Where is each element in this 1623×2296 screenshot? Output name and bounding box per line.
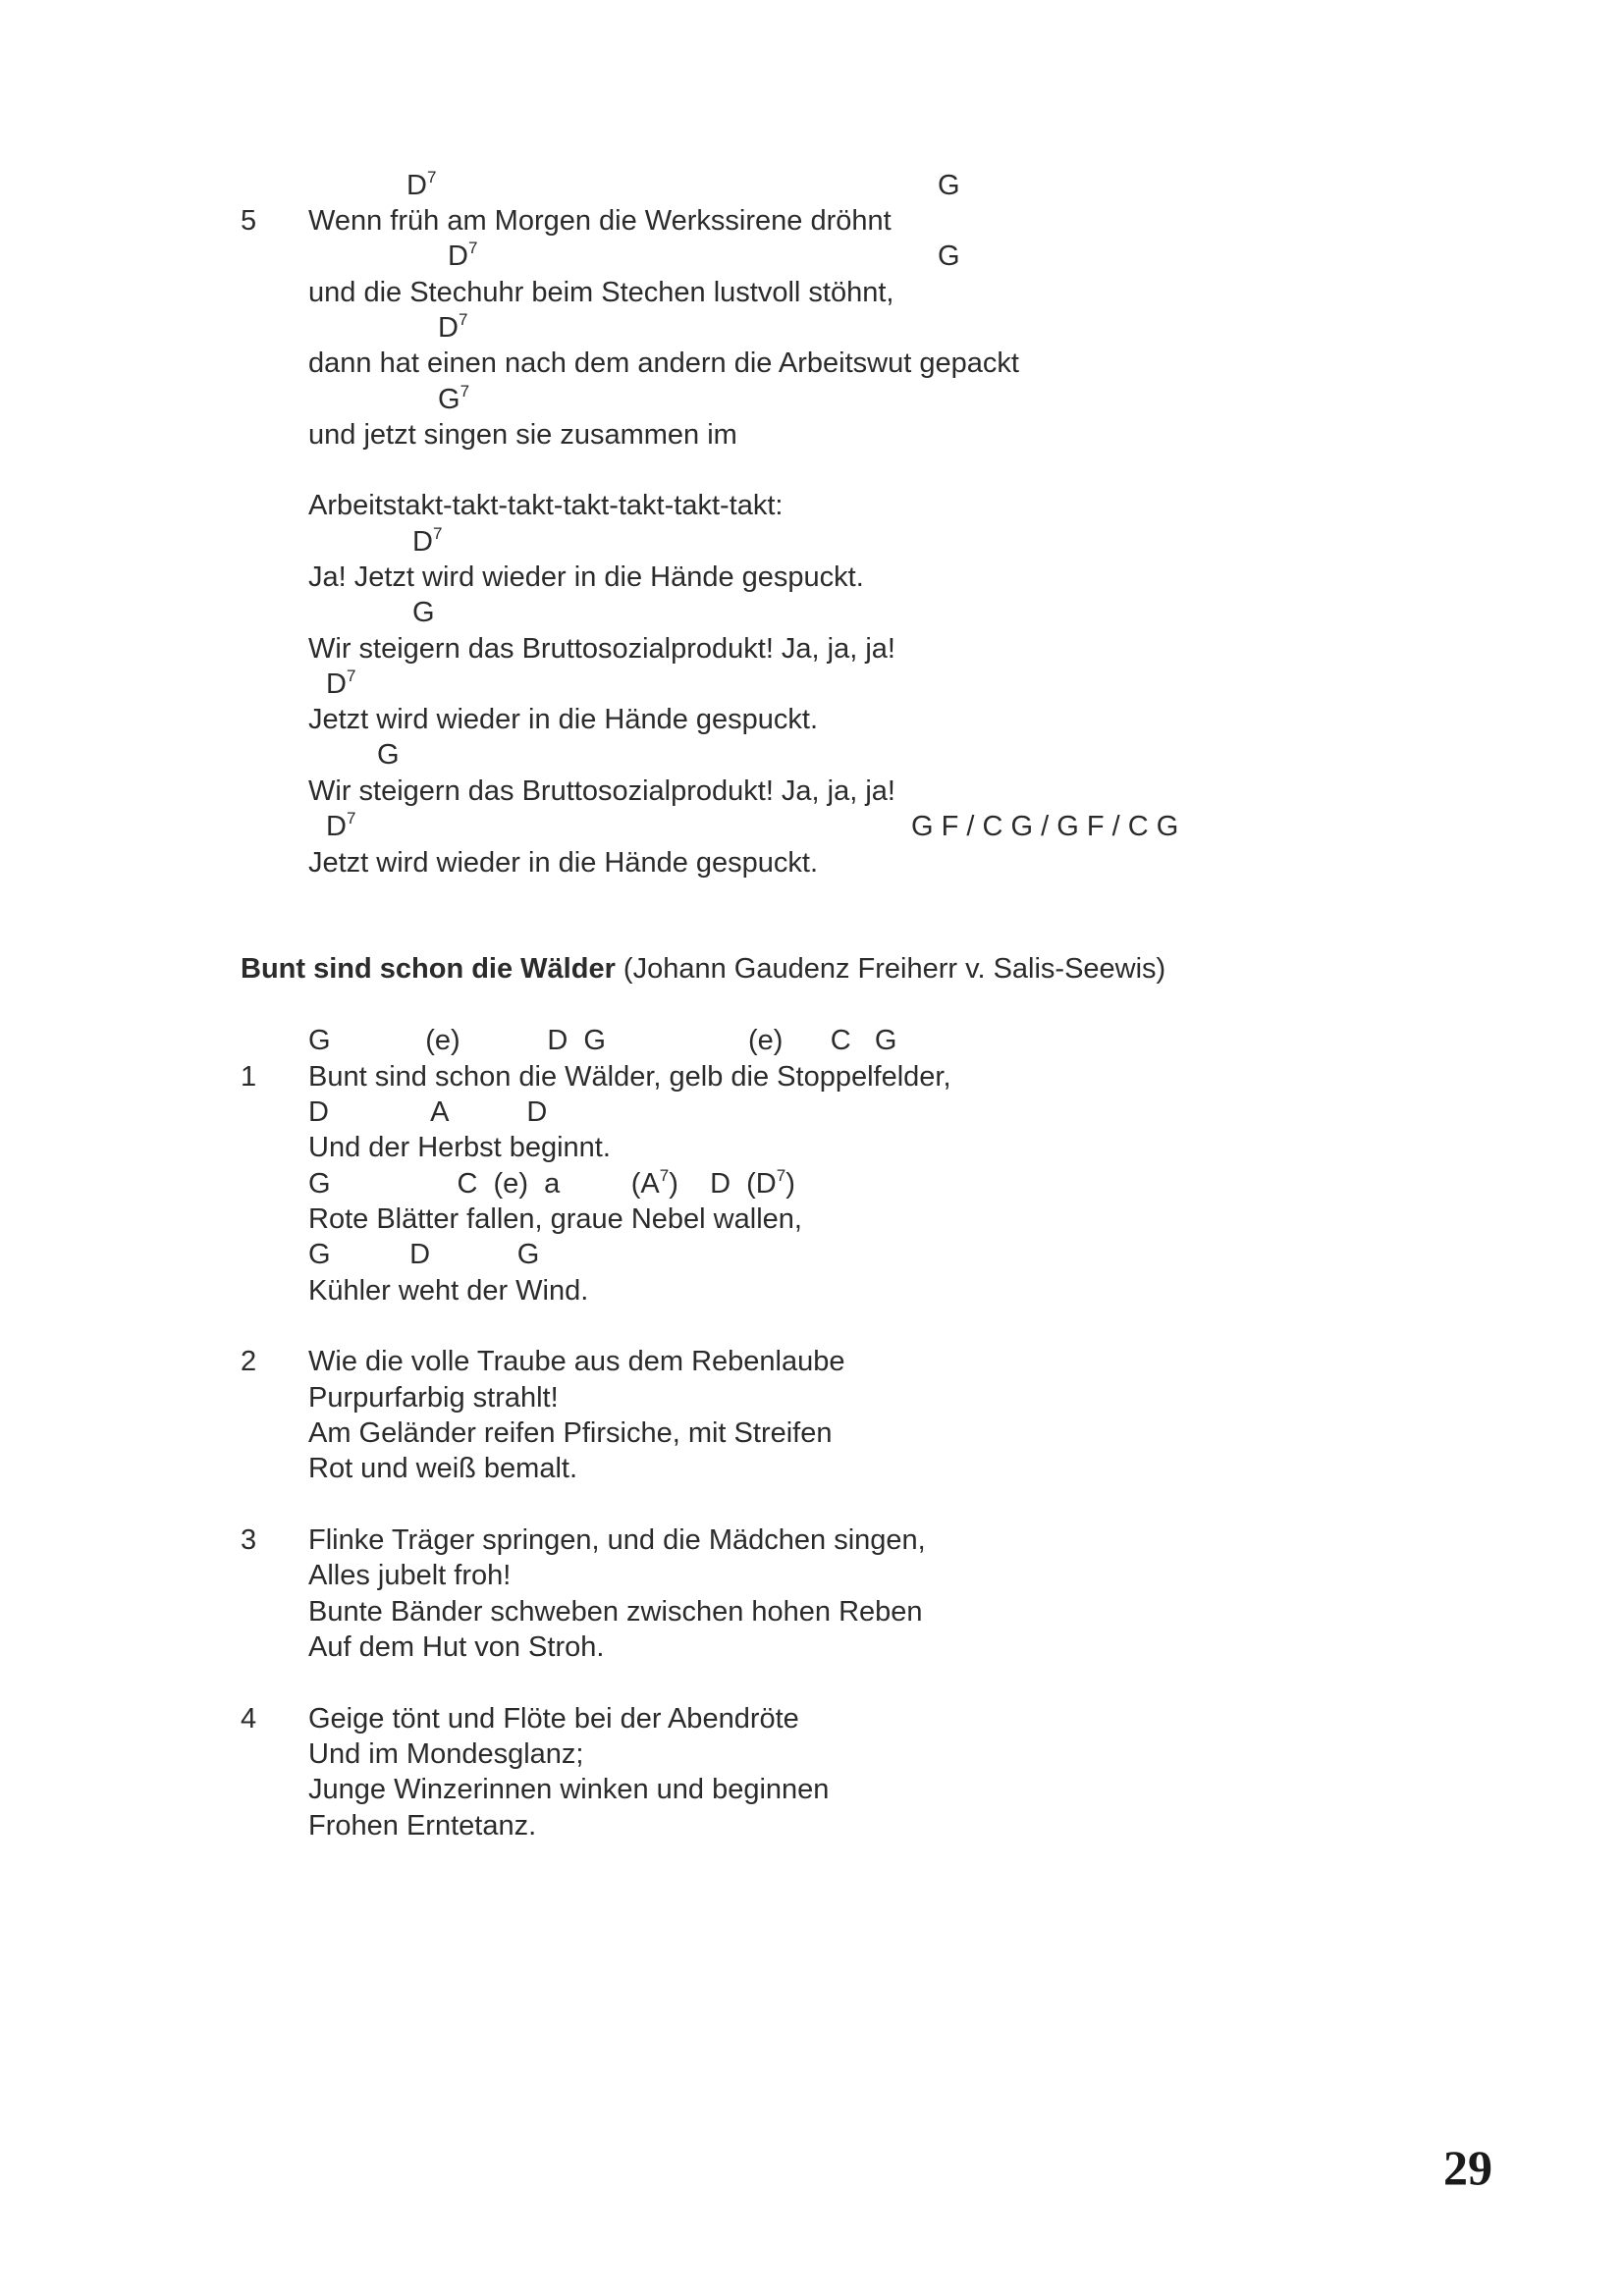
song-title-name: Bunt sind schon die Wälder	[241, 953, 616, 985]
chord-line: D A D	[308, 1096, 548, 1128]
verse-number: 3	[241, 1524, 257, 1556]
chord: $D^7$	[326, 667, 356, 700]
chord: $G^7$	[438, 382, 470, 415]
lyric-line: Kühler weht der Wind.	[308, 1275, 589, 1307]
verse-number: 2	[241, 1346, 257, 1377]
lyric-line: und die Stechuhr beim Stechen lustvoll stöhnt,	[308, 277, 894, 308]
lyric-line: Wir steigern das Bruttosozialprodukt! Ja, ja, ja!	[308, 633, 895, 665]
chord: G F / C G / G F / C G	[911, 811, 1179, 842]
lyric-line: Geige tönt und Flöte bei der Abendröte	[308, 1703, 799, 1735]
lyric-line: Rote Blätter fallen, graue Nebel wallen,	[308, 1203, 802, 1235]
chord-line: G D G	[308, 1239, 540, 1270]
chord: G	[938, 240, 960, 272]
chord: G	[412, 597, 435, 628]
lyric-line: Auf dem Hut von Stroh.	[308, 1631, 605, 1663]
chord: $D^7$	[326, 809, 356, 842]
page-number: 29	[1443, 2140, 1492, 2195]
lyric-line: und jetzt singen sie zusammen im	[308, 419, 737, 451]
chord: G	[938, 170, 960, 201]
chord-line: G C (e) a $(A^7)$ D $(D^7)$	[308, 1166, 795, 1200]
lyric-line: Flinke Träger springen, und die Mädchen singen,	[308, 1524, 926, 1556]
chord: G	[377, 739, 400, 771]
lyric-line: Bunte Bänder schweben zwischen hohen Reben	[308, 1596, 923, 1628]
lyric-line: Rot und weiß bemalt.	[308, 1453, 578, 1484]
lyric-line: Purpurfarbig strahlt!	[308, 1382, 559, 1414]
verse-number: 5	[241, 205, 257, 237]
lyric-line: Arbeitstakt-takt-takt-takt-takt-takt-takt:	[308, 490, 784, 521]
song-title	[241, 952, 1165, 986]
lyric-line: Am Geländer reifen Pfirsiche, mit Streifen	[308, 1417, 833, 1449]
song-author: (Johann Gaudenz Freiherr v. Salis-Seewis)	[615, 953, 1166, 985]
lyric-line: Und im Mondesglanz;	[308, 1738, 584, 1770]
lyric-line: Ja! Jetzt wird wieder in die Hände gespuckt.	[308, 561, 864, 593]
lyric-line: Jetzt wird wieder in die Hände gespuckt.	[308, 704, 819, 735]
verse-number: 1	[241, 1061, 257, 1093]
chord: $D^7$	[438, 310, 468, 344]
lyric-line: Bunt sind schon die Wälder, gelb die Stoppelfelder,	[308, 1061, 951, 1093]
lyric-line: Wie die volle Traube aus dem Rebenlaube	[308, 1346, 845, 1377]
lyric-line: Und der Herbst beginnt.	[308, 1132, 611, 1163]
chord: $D^7$	[412, 524, 443, 558]
lyric-line: dann hat einen nach dem andern die Arbeitswut gepackt	[308, 347, 1019, 379]
chord: $D^7$	[448, 239, 478, 272]
chord-line: G (e) D G (e) C G	[308, 1025, 897, 1056]
lyric-line: Frohen Erntetanz.	[308, 1810, 537, 1842]
verse-number: 4	[241, 1703, 257, 1735]
lyric-line: Wenn früh am Morgen die Werkssirene dröhnt	[308, 205, 892, 237]
chord: $D^7$	[406, 168, 437, 201]
lyric-line: Jetzt wird wieder in die Hände gespuckt.	[308, 847, 819, 879]
lyric-line: Wir steigern das Bruttosozialprodukt! Ja, ja, ja!	[308, 775, 895, 807]
lyric-line: Junge Winzerinnen winken und beginnen	[308, 1774, 830, 1805]
lyric-line: Alles jubelt froh!	[308, 1560, 512, 1591]
